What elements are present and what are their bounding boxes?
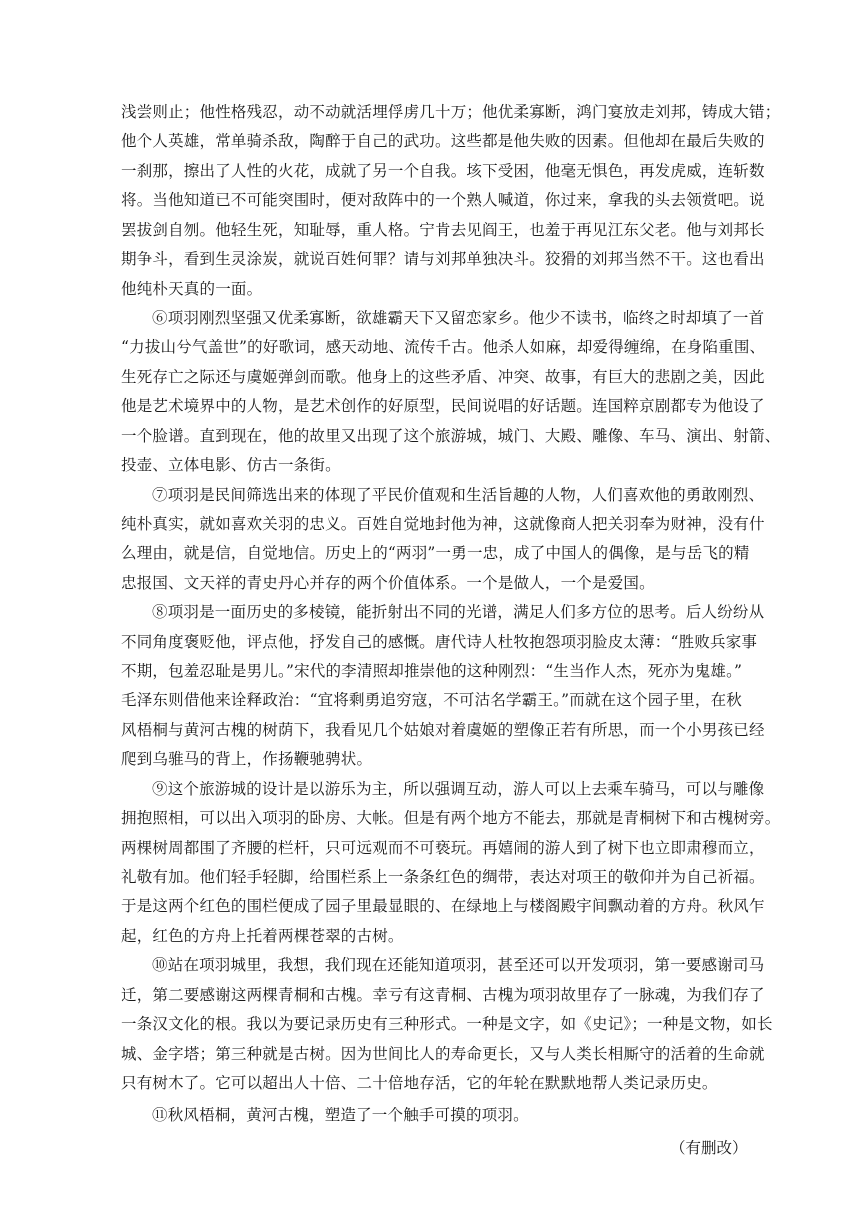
paragraph-6-first-line: ⑥项羽刚烈坚强又优柔寡断，欲雄霸天下又留恋家乡。他少不读书，临终之时却填了一首 bbox=[152, 309, 765, 327]
text-line: 不期，包羞忍耻是男儿。”宋代的李清照却推崇他的这种刚烈：“生当作人杰，死亦为鬼雄。” bbox=[121, 662, 743, 680]
text-line: 生死存亡之际还与虞姬弹剑而歌。他身上的这些矛盾、冲突、故事，有巨大的悲剧之美，因此 bbox=[121, 368, 765, 386]
text-line: 起，红色的方舟上托着两棵苍翠的古树。 bbox=[121, 927, 404, 945]
text-line: 将。当他知道已不可能突围时，便对敌阵中的一个熟人喊道，你过来，拿我的头去领赏吧。说 bbox=[121, 191, 765, 209]
text-line: 毛泽东则借他来诠释政治：“宜将剩勇追穷寇，不可沽名学霸王。”而就在这个园子里，在秋 bbox=[121, 691, 742, 709]
text-line: 城、金字塔；第三种就是古树。因为世间比人的寿命更长，又与人类长相厮守的活着的生命就 bbox=[121, 1045, 765, 1063]
text-line: 期争斗，看到生灵涂炭，就说百姓何罪？请与刘邦单独决斗。狡猾的刘邦当然不干。这也看出 bbox=[121, 250, 765, 268]
text-line: 浅尝则止；他性格残忍，动不动就活埋俘虏几十万；他优柔寡断，鸿门宴放走刘邦，铸成大错； bbox=[121, 103, 781, 121]
text-line: 他纯朴天真的一面。 bbox=[121, 280, 263, 298]
paragraph-11-line: ⑪秋风梧桐，黄河古槐，塑造了一个触手可摸的项羽。 bbox=[152, 1106, 529, 1124]
text-line: 一条汉文化的根。我以为要记录历史有三种形式。一种是文字，如《史记》；一种是文物，如长 bbox=[121, 1015, 773, 1033]
text-line: 投壶、立体电影、仿古一条街。 bbox=[121, 456, 341, 474]
text-line: 风梧桐与黄河古槐的树荫下，我看见几个姑娘对着虞姬的塑像正若有所思，而一个小男孩已经 bbox=[121, 721, 765, 739]
text-line: 么理由，就是信，自觉地信。历史上的“两羽”一勇一忠，成了中国人的偶像，是与岳飞的精 bbox=[121, 544, 750, 562]
text-line: 他个人英雄，常单骑杀敌，陶醉于自己的武功。这些都是他失败的因素。但他却在最后失败的 bbox=[121, 132, 765, 150]
text-line: 忠报国、文天祥的青史丹心并存的两个价值体系。一个是做人，一个是爱国。 bbox=[121, 574, 655, 592]
text-line: 拥抱照相，可以出入项羽的卧房、大帐。但是有两个地方不能去，那就是青桐树下和古槐树旁。 bbox=[121, 809, 781, 827]
text-line: 纯朴真实，就如喜欢关羽的忠义。百姓自觉地封他为神，这就像商人把关羽奉为财神，没有什 bbox=[121, 515, 765, 533]
text-line: 迁，第二要感谢这两棵青桐和古槐。幸亏有这青桐、古槐为项羽故里存了一脉魂，为我们存了 bbox=[121, 986, 765, 1004]
text-line: 只有树木了。它可以超出人十倍、二十倍地存活，它的年轮在默默地帮人类记录历史。 bbox=[121, 1074, 718, 1092]
paragraph-8-first-line: ⑧项羽是一面历史的多棱镜，能折射出不同的光谱，满足人们多方位的思考。后人纷纷从 bbox=[152, 603, 765, 621]
paragraph-9-first-line: ⑨这个旅游城的设计是以游乐为主，所以强调互动，游人可以上去乘车骑马，可以与雕像 bbox=[152, 780, 765, 798]
paragraph-10-first-line: ⑩站在项羽城里，我想，我们现在还能知道项羽，甚至还可以开发项羽，第一要感谢司马 bbox=[152, 956, 765, 974]
text-line: 礼敬有加。他们轻手轻脚，给围栏系上一条条红色的绸带，表达对项王的敬仰并为自己祈福。 bbox=[121, 868, 765, 886]
text-line: 两棵树周都围了齐腰的栏杆，只可远观而不可亵玩。再嬉闹的游人到了树下也立即肃穆而立， bbox=[121, 839, 765, 857]
text-line: 不同角度褒贬他，评点他，抒发自己的感慨。唐代诗人杜牧抱怨项羽脸皮太薄：“胜败兵家事 bbox=[121, 633, 758, 651]
text-line: 于是这两个红色的围栏便成了园子里最显眼的、在绿地上与楼阁殿宇间飘动着的方舟。秋风乍 bbox=[121, 897, 765, 915]
paragraph-7-first-line: ⑦项羽是民间筛选出来的体现了平民价值观和生活旨趣的人物，人们喜欢他的勇敢刚烈、 bbox=[152, 486, 765, 504]
text-line: 罢拔剑自刎。他轻生死，知耻辱，重人格。宁肯去见阎王，也羞于再见江东父老。他与刘邦长 bbox=[121, 221, 765, 239]
revision-note: （有删改） bbox=[670, 1139, 748, 1157]
text-line: 他是艺术境界中的人物，是艺术创作的好原型，民间说唱的好话题。连国粹京剧都专为他设了 bbox=[121, 397, 765, 415]
text-line: 一个脸谱。直到现在，他的故里又出现了这个旅游城，城门、大殿、雕像、车马、演出、射箭、 bbox=[121, 427, 781, 445]
text-line: 一刹那，擦出了人性的火花，成就了另一个自我。垓下受困，他毫无惧色，再发虎威，连斩数 bbox=[121, 162, 765, 180]
text-line: 爬到乌骓马的背上，作扬鞭驰骋状。 bbox=[121, 750, 373, 768]
text-line: “力拔山兮气盖世”的好歌词，感天动地、流传千古。他杀人如麻，却爱得缠绵，在身陷重围、 bbox=[121, 338, 766, 356]
